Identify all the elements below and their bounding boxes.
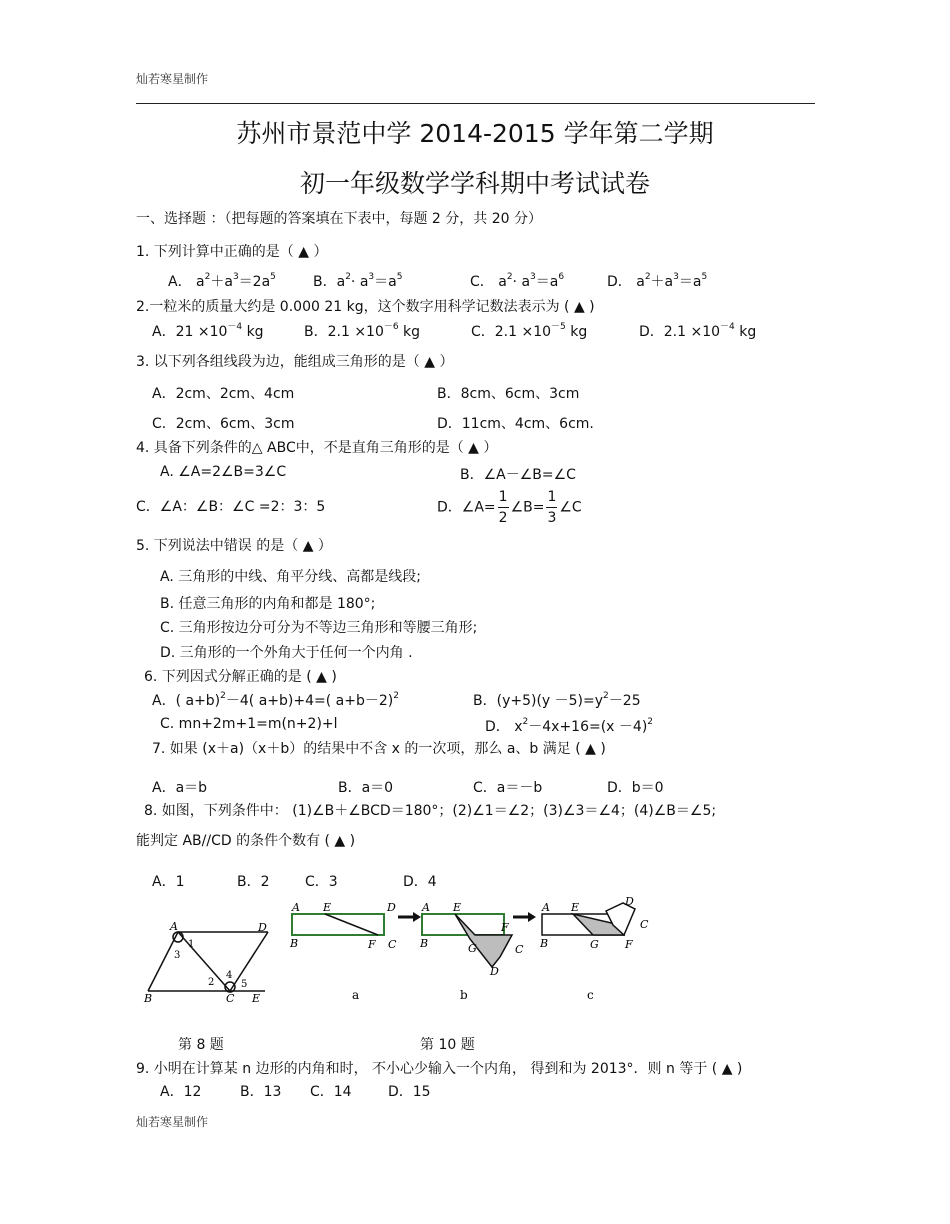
fig10a-label-c: C [388, 938, 397, 951]
header-rule [136, 103, 815, 104]
q2-option-d: D．$2.1 \times 10^{-4}$ kg [639, 322, 757, 340]
q2-option-b: B．$2.1 \times 10^{-6}$ kg [304, 322, 421, 340]
q6-option-d: D． $x^2-4x+16=(x -4)^2$ [485, 717, 654, 735]
figure-10a-diagram [292, 914, 384, 935]
q1-option-c: C． $a^2\cdot a^3=a^6$ [470, 272, 565, 290]
q6-option-a: A．( a+b)$^2$－4( a+b)+4=( a+b－2)$^2$ [152, 691, 399, 709]
question-4: 4. 具备下列条件的△ ABC中，不是直角三角形的是（ ▲ ） [136, 440, 498, 456]
figure-10c-diagram [542, 903, 635, 935]
q2-option-a: A．$21 \times 10^{-4}$ kg [152, 322, 264, 340]
q4-option-c: C．∠A：∠B：∠C =2：3：5 [136, 499, 326, 515]
q3-option-c: C．2cm、6cm、3cm [152, 416, 295, 432]
q5-option-a: A. 三角形的中线、角平分线、高都是线段; [160, 569, 421, 585]
q4-option-d: D．∠A= $\frac{1}{2}$ ∠B= $\frac{1}{3}$ ∠C [437, 489, 582, 526]
question-1: 1. 下列计算中正确的是（ ▲ ） [136, 244, 328, 260]
fig8-label-4: 4 [226, 970, 233, 981]
q7-option-a: A．a＝b [152, 780, 208, 796]
q4-option-a: A. ∠A=2∠B=3∠C [160, 464, 287, 480]
page-footer: 灿若寒星制作 [136, 1115, 209, 1129]
q8-option-a: A．1 [152, 874, 185, 890]
fig10c-caption: c [587, 988, 594, 1002]
q6-option-b: B．$(y+5)(y -5)=y^2-25$ [473, 691, 641, 709]
q7-option-c: C．a＝－b [473, 780, 543, 796]
fig10a-label-a: A [292, 901, 300, 914]
question-2: 2.一粒米的质量大约是 0.000 21 kg，这个数字用科学记数法表示为 ( ▲ ) [136, 299, 595, 315]
q9-option-b: B．13 [240, 1084, 282, 1100]
figure-10-caption: 第 10 题 [420, 1037, 475, 1053]
fig10b-label-e: E [453, 901, 462, 914]
fig10c-label-e: E [571, 901, 580, 914]
fig8-label-c: C [226, 992, 235, 1005]
section-heading: 一、选择题 ：（把每题的答案填在下表中，每题 2 分，共 20 分） [136, 211, 542, 227]
fig10a-caption: a [352, 988, 360, 1002]
q3-option-b: B．8cm、6cm、3cm [437, 386, 580, 402]
q8-option-c: C．3 [305, 874, 338, 890]
fig10a-label-e: E [323, 901, 332, 914]
arrow-icon [398, 912, 421, 922]
page-header: 灿若寒星制作 [136, 72, 209, 86]
q9-option-d: D．15 [388, 1084, 431, 1100]
fig10c-label-c: C [640, 918, 649, 931]
q3-option-d: D．11cm、4cm、6cm. [437, 416, 594, 432]
fig10a-label-d: D [387, 901, 396, 914]
question-8: 8. 如图，下列条件中： (1)∠B＋∠BCD＝180°；(2)∠1＝∠2；(3)∠3＝∠4；(4)∠B＝∠5; [144, 803, 717, 819]
fig10a-label-f: F [368, 938, 376, 951]
figures-panel [130, 895, 690, 1010]
question-5: 5. 下列说法中错误 的是（ ▲ ） [136, 538, 332, 554]
question-9: 9. 小明在计算某 n 边形的内角和时， 不小心少输入一个内角， 得到和为 2013°．则 n 等于 ( ▲ ) [136, 1061, 743, 1077]
q7-option-d: D．b＝0 [607, 780, 664, 796]
fig10c-label-d: D [625, 895, 634, 908]
q9-option-a: A．12 [160, 1084, 202, 1100]
question-8-line2: 能判定 AB//CD 的条件个数有 ( ▲ ) [136, 833, 356, 849]
q1-option-a: A． $a^2+a^3=2a^5$ [168, 272, 276, 290]
arrow-icon [513, 912, 536, 922]
q5-option-b: B. 任意三角形的内角和都是 180°; [160, 596, 376, 612]
fig8-label-2: 2 [208, 977, 215, 988]
q1-option-b: B．$a^2\cdot a^3=a^5$ [313, 272, 403, 290]
q8-option-d: D．4 [403, 874, 437, 890]
fig10b-label-a: A [422, 901, 430, 914]
fig10b-label-f: F [501, 921, 509, 934]
fig8-label-d: D [258, 921, 267, 934]
q8-option-b: B．2 [237, 874, 270, 890]
fig8-label-a: A [170, 920, 178, 933]
q5-option-c: C. 三角形按边分可分为不等边三角形和等腰三角形; [160, 620, 478, 636]
exam-title-line2: 初一年级数学学科期中考试试卷 [299, 169, 650, 198]
q4-option-b: B．∠A－∠B=∠C [460, 467, 576, 483]
q5-option-d: D. 三角形的一个外角大于任何一个内角 . [160, 645, 413, 661]
fig10b-label-g: G [468, 942, 477, 955]
figure-8-caption: 第 8 题 [178, 1037, 224, 1053]
fig10b-caption: b [460, 988, 468, 1002]
fig10b-label-b: B [420, 937, 429, 950]
question-7: 7. 如果 (x＋a)（x＋b）的结果中不含 x 的一次项，那么 a、b 满足 ( ▲ ) [152, 741, 606, 757]
fig10b-label-d: D [490, 965, 499, 978]
fig10a-label-b: B [290, 937, 299, 950]
q3-option-a: A．2cm、2cm、4cm [152, 386, 295, 402]
fig10c-label-b: B [540, 937, 549, 950]
fig10c-label-a: A [542, 901, 550, 914]
fig8-label-e: E [252, 992, 261, 1005]
q2-option-c: C．$2.1 \times 10^{-5}$ kg [471, 322, 588, 340]
fig8-label-1: 1 [188, 939, 195, 950]
q9-option-c: C．14 [310, 1084, 352, 1100]
q7-option-b: B．a＝0 [338, 780, 394, 796]
question-6: 6. 下列因式分解正确的是 ( ▲ ) [144, 669, 337, 685]
fig10c-label-f: F [625, 938, 633, 951]
fig10b-label-c: C [515, 943, 524, 956]
fig10c-label-g: G [590, 938, 599, 951]
figure-10b-diagram [422, 914, 512, 967]
fig8-label-5: 5 [241, 979, 248, 990]
fig8-label-b: B [144, 992, 153, 1005]
q1-option-d: D． $a^2+a^3=a^5$ [607, 272, 708, 290]
question-3: 3. 以下列各组线段为边，能组成三角形的是（ ▲ ） [136, 354, 454, 370]
q6-option-c: C. mn+2m+1=m(n+2)+l [160, 716, 338, 732]
exam-title-line1: 苏州市景范中学 2014-2015 学年第二学期 [236, 119, 714, 148]
fig8-label-3: 3 [174, 950, 181, 961]
